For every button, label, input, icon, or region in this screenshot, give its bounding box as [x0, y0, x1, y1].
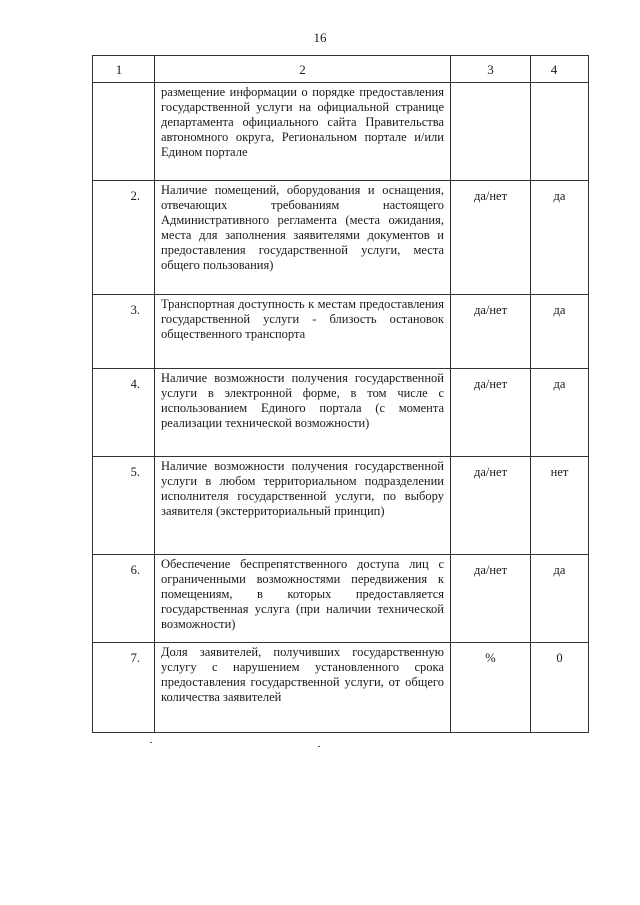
scan-speck	[150, 742, 152, 743]
page-number: 16	[313, 30, 327, 45]
indicator-description: Доля заявителей, получивших государственную услугу с нарушением установленного срока предоставления государственной услуги, от общего количества заявителей	[155, 643, 451, 733]
table-row	[93, 181, 589, 295]
row-number: 5.	[93, 457, 155, 555]
indicator-description: Обеспечение беспрепятственного доступа лиц с ограниченными возможностями передвижения к помещениям, в которых предоставляется государственная услуга (при наличии технической возможности)	[155, 555, 451, 643]
indicator-unit: да/нет	[451, 457, 531, 555]
row-number: 7.	[93, 643, 155, 733]
indicator-value: 0	[531, 643, 589, 733]
indicator-unit: да/нет	[451, 555, 531, 643]
column-header-3: 3	[451, 56, 531, 83]
table-row	[93, 555, 589, 643]
indicators-table	[92, 55, 589, 733]
column-header-1: 1	[93, 56, 155, 83]
row-number	[93, 83, 155, 181]
table-row	[93, 457, 589, 555]
indicator-value: да	[531, 295, 589, 369]
scan-speck	[318, 746, 320, 747]
indicator-description: Наличие возможности получения государственной услуги в любом территориальном подразделении исполнителя государственной услуги, по выбору заявителя (экстерриториальный принцип)	[155, 457, 451, 555]
indicator-value: да	[531, 181, 589, 295]
indicator-description: размещение информации о порядке предоставления государственной услуги на официальной странице департамента официального сайта Правительства автономного округа, Региональном портале и/или Едином портале	[155, 83, 451, 181]
table-header-row	[93, 56, 589, 83]
indicator-value: да	[531, 555, 589, 643]
indicator-description: Наличие возможности получения государственной услуги в электронной форме, в том числе с использованием Единого портала (с момента реализации технической возможности)	[155, 369, 451, 457]
table-row	[93, 369, 589, 457]
row-number: 4.	[93, 369, 155, 457]
indicator-description: Транспортная доступность к местам предоставления государственной услуги - близость остановок общественного транспорта	[155, 295, 451, 369]
indicator-unit	[451, 83, 531, 181]
indicator-description: Наличие помещений, оборудования и оснащения, отвечающих требованиям настоящего Административного регламента (места ожидания, места для заполнения заявителями документов и предоставления государственной услуги, места общего пользования)	[155, 181, 451, 295]
row-number: 2.	[93, 181, 155, 295]
indicator-unit: %	[451, 643, 531, 733]
column-header-2: 2	[155, 56, 451, 83]
indicator-value: да	[531, 369, 589, 457]
table-row	[93, 83, 589, 181]
indicator-value	[531, 83, 589, 181]
indicator-unit: да/нет	[451, 181, 531, 295]
table-row	[93, 643, 589, 733]
column-header-4: 4	[531, 56, 589, 83]
indicator-unit: да/нет	[451, 295, 531, 369]
row-number: 6.	[93, 555, 155, 643]
indicator-value: нет	[531, 457, 589, 555]
table-row	[93, 295, 589, 369]
indicator-unit: да/нет	[451, 369, 531, 457]
row-number: 3.	[93, 295, 155, 369]
